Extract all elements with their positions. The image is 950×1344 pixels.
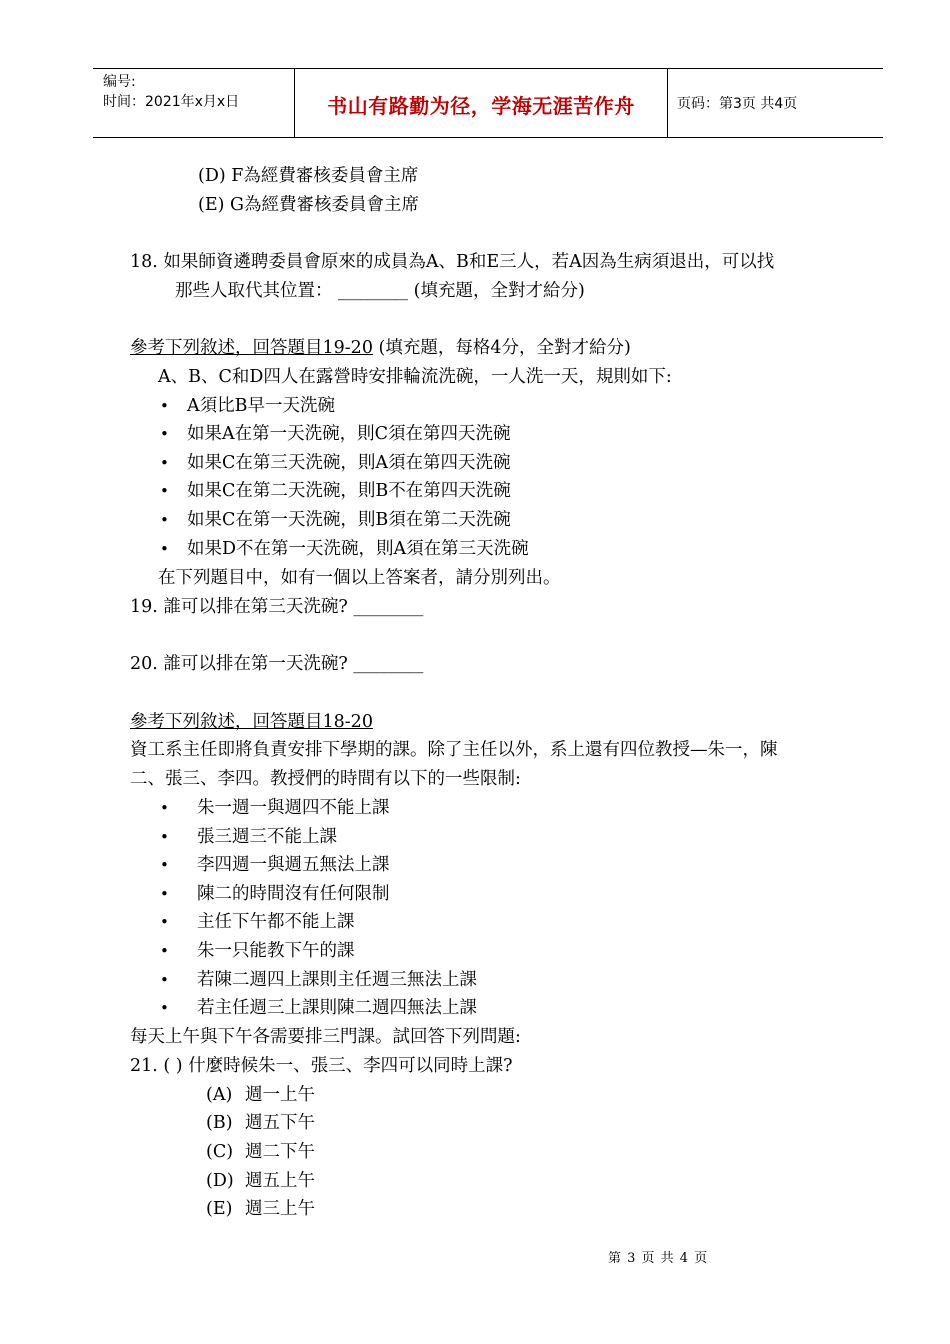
section2-closing: 每天上午與下午各需要排三門課。試回答下列問題:: [130, 1027, 521, 1047]
page-footer: 第 3 页 共 4 页: [608, 1251, 709, 1266]
bullet-icon: •: [160, 425, 169, 443]
bullet-icon: •: [160, 540, 169, 558]
section2-rule: 李四週一與週五無法上課: [197, 855, 390, 875]
header-motto-cell: [294, 69, 668, 137]
q19: 19. 誰可以排在第三天洗碗? ________: [130, 597, 424, 617]
section2-rule: 陳二的時間沒有任何限制: [197, 884, 390, 904]
bullet-icon: •: [160, 913, 169, 931]
header-page-cell: [667, 69, 883, 137]
section1-rule: A須比B早一天洗碗: [187, 396, 335, 416]
section2-rule: 朱一週一與週四不能上課: [197, 798, 390, 818]
q20: 20. 誰可以排在第一天洗碗? ________: [130, 654, 424, 674]
number-label: 编号:: [103, 74, 136, 90]
section1-rule: 如果C在第三天洗碗，則A須在第四天洗碗: [187, 453, 511, 473]
q17-option-e: (E) G為經費審核委員會主席: [198, 195, 419, 215]
bullet-icon: •: [160, 454, 169, 472]
q18-line-2: 那些人取代其位置： ________ (填充題，全對才給分): [175, 281, 585, 301]
section1-rule: 如果D不在第一天洗碗，則A須在第三天洗碗: [187, 539, 529, 559]
q21-option-letter: (D): [206, 1171, 234, 1191]
q21: 21. ( ) 什麼時候朱一、張三、李四可以同時上課?: [130, 1056, 513, 1076]
bullet-icon: •: [160, 828, 169, 846]
q21-option-letter: (B): [206, 1113, 233, 1133]
section1-note: 在下列題目中，如有一個以上答案者，請分別列出。: [158, 568, 561, 588]
q21-option-text: 週五下午: [245, 1113, 315, 1133]
q21-option-text: 週二下午: [245, 1142, 315, 1162]
bullet-icon: •: [160, 885, 169, 903]
time-label: 时间：2021年x月x日: [103, 94, 240, 110]
header-meta-cell: [93, 69, 294, 137]
section2-rule: 朱一只能教下午的課: [197, 941, 355, 961]
bullet-icon: •: [160, 942, 169, 960]
bullet-icon: •: [160, 511, 169, 529]
q18-line-1: 18. 如果師資遴聘委員會原來的成員為A、B和E三人，若A因為生病須退出，可以找: [130, 252, 775, 272]
page-header: [93, 68, 883, 138]
bullet-icon: •: [160, 971, 169, 989]
q21-option-text: 週三上午: [245, 1199, 315, 1219]
bullet-icon: •: [160, 482, 169, 500]
q21-option-text: 週一上午: [245, 1085, 315, 1105]
section2-rule: 主任下午都不能上課: [197, 912, 355, 932]
section1-rule: 如果C在第二天洗碗，則B不在第四天洗碗: [187, 481, 511, 501]
section1-heading: 參考下列敘述，回答題目19-20: [130, 338, 373, 358]
section2-para-line-2: 二、張三、李四。教授們的時間有以下的一些限制:: [130, 769, 521, 789]
q21-option-letter: (E): [206, 1199, 233, 1219]
bullet-icon: •: [160, 856, 169, 874]
section2-heading: 參考下列敘述，回答題目18-20: [130, 712, 373, 732]
section2-para-line-1: 資工系主任即將負責安排下學期的課。除了主任以外，系上還有四位教授—朱一，陳: [130, 740, 778, 760]
section1-intro: A、B、C和D四人在露營時安排輪流洗碗，一人洗一天，規則如下:: [158, 367, 672, 387]
q21-option-letter: (C): [206, 1142, 234, 1162]
bullet-icon: •: [160, 799, 169, 817]
q17-option-d: (D) F為經費審核委員會主席: [198, 166, 419, 186]
section1-rule: 如果A在第一天洗碗，則C須在第四天洗碗: [187, 424, 511, 444]
bullet-icon: •: [160, 397, 169, 415]
section1-heading-note: (填充題，每格4分，全對才給分): [372, 338, 631, 358]
section1-heading-row: [130, 336, 631, 360]
section2-rule: 若陳二週四上課則主任週三無法上課: [197, 970, 477, 990]
q21-option-text: 週五上午: [245, 1171, 315, 1191]
section2-rule: 張三週三不能上課: [197, 827, 337, 847]
section1-rule: 如果C在第一天洗碗，則B須在第二天洗碗: [187, 510, 511, 530]
q21-option-letter: (A): [206, 1085, 233, 1105]
page-info: 页码：第3页 共4页: [677, 96, 798, 112]
section2-rule: 若主任週三上課則陳二週四無法上課: [197, 998, 477, 1018]
bullet-icon: •: [160, 999, 169, 1017]
motto: 书山有路勤为径，学海无涯苦作舟: [327, 94, 635, 118]
